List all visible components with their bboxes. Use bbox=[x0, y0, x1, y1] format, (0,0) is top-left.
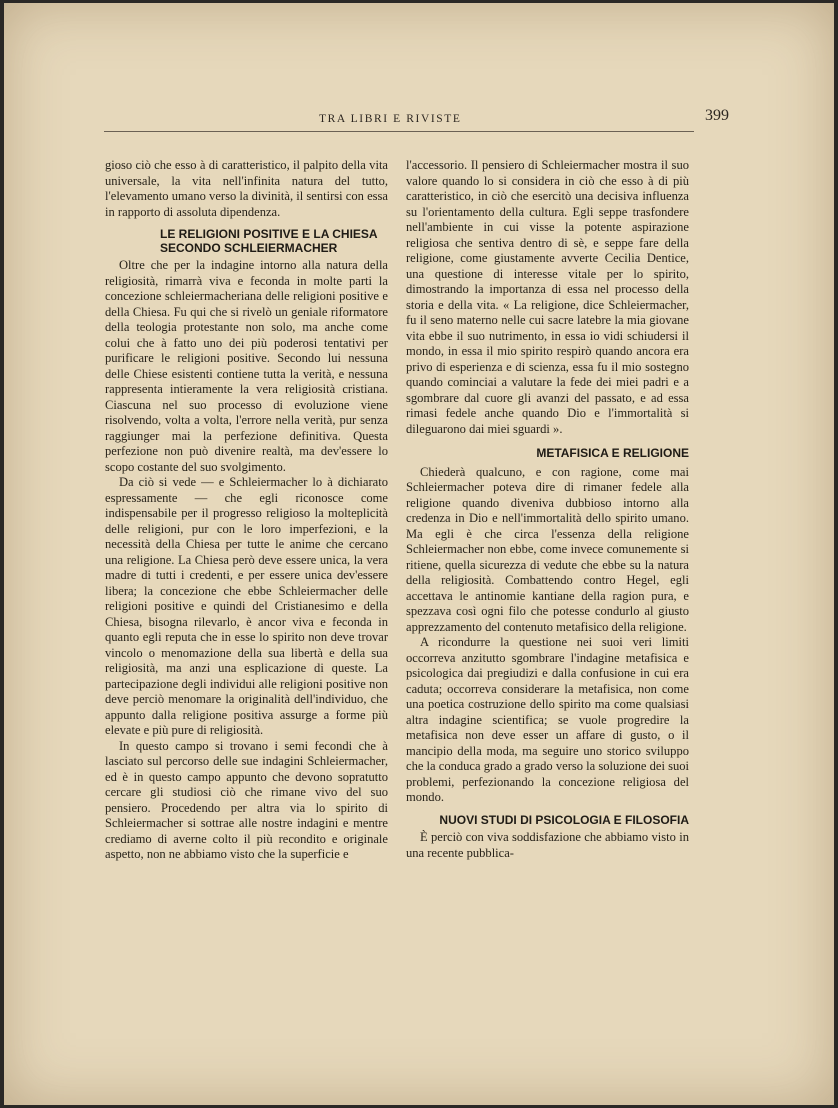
right-column bbox=[406, 158, 689, 863]
paragraph: Da ciò si vede — e Schleiermacher lo à dichiarato espressamente — che egli riconosce come indispensabile per il progresso religioso la molteplicità delle religioni, pur con le loro imperfezioni, e la necessità della Chiesa per tutte le anime che cercano una religione. La Chiesa però deve essere unica, la vera madre di tutti i credenti, e per essere unica dev'essere libera; la concezione che ebbe Schleiermacher delle religioni positive e quindi del Cristianesimo e della Chiesa, bisogna rilevarlo, è ancor viva e feconda in quanto egli reputa che in esse lo spirito non deve trovar vincolo o menomazione della sua libertà e della sua religiosità, ma anzi una esplicazione di queste. La partecipazione degli individui alle religioni positive non deve perciò menomare la originalità dell'individuo, che appunto dalla religione positiva assurge a forme più elevate e più pure di religiosità. bbox=[105, 475, 388, 737]
left-column bbox=[105, 158, 388, 863]
running-header bbox=[104, 107, 729, 132]
running-title: TRA LIBRI E RIVISTE bbox=[319, 113, 462, 125]
paragraph: gioso ciò che esso à di caratteristico, il palpito della vita universale, la vita nell'infinita natura del tutto, l'elevamento umano verso la divinità, il sentirsi con essa in rapporto di assoluta dipendenza. bbox=[105, 158, 388, 219]
book-page bbox=[4, 3, 834, 1105]
paragraph: l'accessorio. Il pensiero di Schleiermacher mostra il suo valore quando lo si considera in ciò che esso à di più caratteristico, in ciò che esercitò una decisiva influenza su l'orientamento della cultura. Egli seppe trasfondere nell'ambiente in cui visse la potente aspirazione religiosa che sentiva dentro di sè, e seppe fare della religione, come giustamente avverte Cecilia Dentice, una questione di interesse vitale per lo spirito, dimostrando la importanza di essa nel processo della storia e della vita. « La religione, dice Schleiermacher, fu il seno materno nelle cui sacre latebre la mia giovane vita ebbe il suo nutrimento, in essa io vidi schiudersi il mondo, in essa il mio spirito respirò quando ancora era privo di esperienza e di scienza, essa fu il mio sostegno quando cominciai a valutare la fede dei miei padri e a sgombrare dal cuore gli avanzi del passato, e ad essa rimasi fedele anche quando Dio e l'immortalità si dileguarono dai miei sguardi ». bbox=[406, 158, 689, 436]
paragraph: Oltre che per la indagine intorno alla natura della religiosità, rimarrà viva e feconda in molte parti la concezione schleiermacheriana delle religioni positive e della Chiesa. Fu qui che si rivelò un geniale riformatore della teologia protestante non solo, ma anche come colui che à fatto uno dei più poderosi tentativi per purificare le religioni positive. Secondo lui nessuna delle Chiese esistenti contiene tutta la verità, e nessuna rappresenta intieramente la vera religiosità cristiana. Ciascuna nel suo processo di evoluzione viene risolvendo, volta a volta, l'errore nella verità, pur senza raggiunger mai la perfezione definitiva. Questa perfezione non può divenire realtà, ma dev'essere lo scopo costante del suo svolgimento. bbox=[105, 258, 388, 474]
page-number: 399 bbox=[705, 107, 729, 124]
paragraph: In questo campo si trovano i semi fecondi che à lasciato sul percorso delle sue indagini Schleiermacher, ed è in questo campo appunto che devono sopratutto cercare gli studiosi ciò che rimane vivo del suo pensiero. Procedendo per altra via lo spirito di Schleiermacher si sottrae alle nostre indagini e mentre crediamo di averne colto il più recondito e originale aspetto, non ne abbiamo visto che la superficie e bbox=[105, 738, 388, 861]
section-heading: METAFISICA E RELIGIONE bbox=[536, 446, 689, 460]
section-heading: NUOVI STUDI DI PSICOLOGIA E FILOSOFIA bbox=[439, 812, 689, 827]
paragraph: È perciò con viva soddisfazione che abbiamo visto in una recente pubblica- bbox=[406, 830, 689, 860]
paragraph: A ricondurre la questione nei suoi veri limiti occorreva anzitutto sgombrare l'indagine metafisica e psicologica dai pregiudizi e dalla confusione in cui era caduta; occorreva considerare la metafisica, non come una poetica costruzione dello spirito ma come qualsiasi altra indagine scientifica; se vuole progredire la metafisica non deve esser un affare di gusto, o il mancipio della moda, ma seguire uno storico sviluppo che la conduca grado a grado verso la soluzione dei suoi problemi, perfezionando la concezione religiosa del mondo. bbox=[406, 635, 689, 804]
paragraph: Chiederà qualcuno, e con ragione, come mai Schleiermacher poteva dire di rimaner fedele alla religione quando diveniva dubbioso intorno alla credenza in Dio e nell'immortalità dello spirito umano. Ma egli è che circa l'essenza della religione Schleiermacher non ebbe, come invece comunemente si ritiene, quella sicurezza di vedute che ebbe su la natura della religiosità. Combattendo contro Hegel, egli accettava le antinomie kantiane della ragion pura, e spezzava così ogni filo che potesse condurlo al giusto apprezzamento del contenuto metafisico della religione. bbox=[406, 464, 689, 634]
text-columns bbox=[105, 158, 689, 863]
section-heading: LE RELIGIONI POSITIVE E LA CHIESA SECONDO SCHLEIERMACHER bbox=[160, 227, 378, 255]
